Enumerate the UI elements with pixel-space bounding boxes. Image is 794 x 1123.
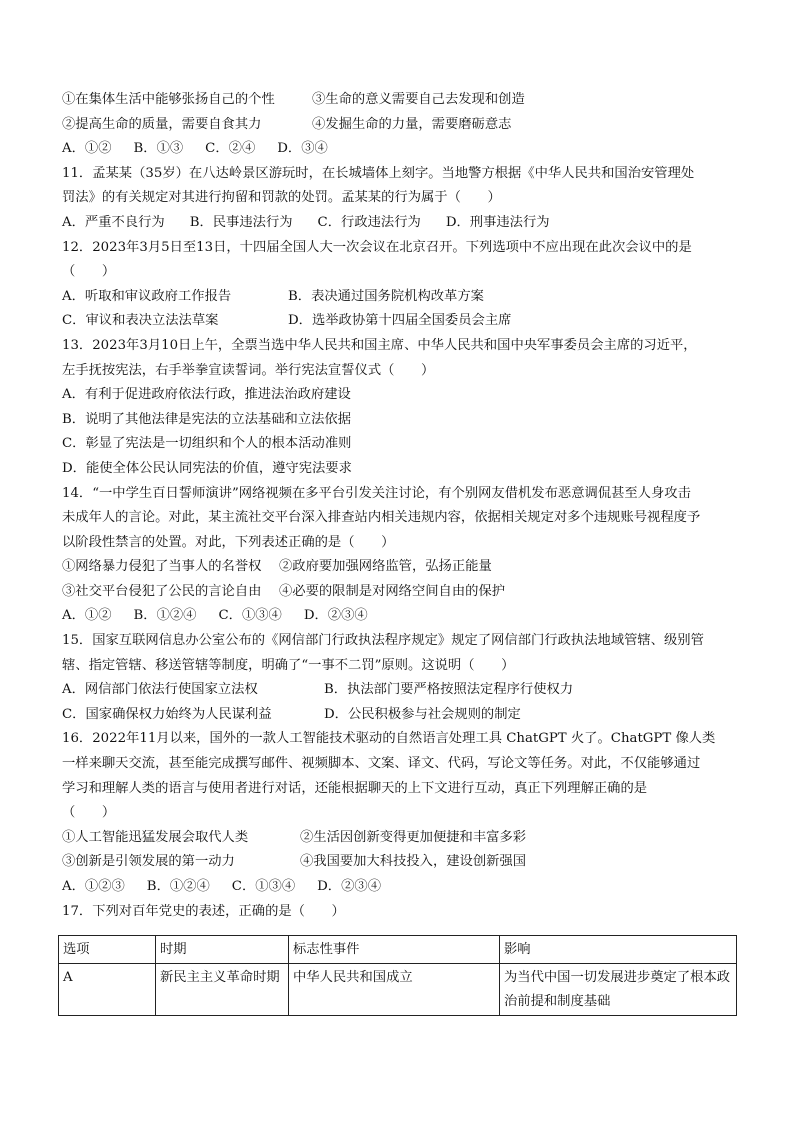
q14-option-1: ①网络暴力侵犯了当事人的名誉权 bbox=[62, 559, 262, 575]
q15-choice-d: D．公民积极参与社会规则的制定 bbox=[324, 706, 521, 722]
q17-table bbox=[58, 935, 737, 1016]
q16-option-1: ①人工智能迅猛发展会取代人类 bbox=[62, 829, 249, 845]
q17-stem-line1: 17．下列对百年党史的表述，正确的是（ ） bbox=[62, 903, 345, 919]
q10-option-4: ④发掘生命的力量，需要磨砺意志 bbox=[312, 116, 512, 132]
table-header-row bbox=[59, 936, 737, 964]
q14-stem-line1: 14．“一中学生百日誓师演讲”网络视频在多平台引发关注讨论，有个别网友借机发布恶意调侃甚至人身攻击 bbox=[62, 485, 691, 501]
table-header-event: 标志性事件 bbox=[289, 936, 500, 964]
q16-choice-d: D．②③④ bbox=[317, 879, 381, 894]
q14-choice-b: B．①②④ bbox=[133, 608, 197, 624]
q11-choice-c: C．行政违法行为 bbox=[317, 214, 421, 230]
q15-stem-line1: 15．国家互联网信息办公室公布的《网信部门行政执法程序规定》规定了网信部门行政执法地域管辖、级别管 bbox=[62, 633, 704, 649]
q11-stem-line2: 罚法》的有关规定对其进行拘留和罚款的处罚。孟某某的行为属于（ ） bbox=[62, 190, 501, 206]
q15-choices-row1 bbox=[62, 678, 738, 703]
q12-stem-line2: （ ） bbox=[62, 264, 116, 280]
q10-options-row2 bbox=[62, 113, 738, 138]
q12-choice-b: B．表决通过国务院机构改革方案 bbox=[288, 288, 484, 304]
q16-options-row2 bbox=[62, 850, 738, 875]
q13-stem-line1: 13．2023年3月10日上午，全票当选中华人民共和国主席、中华人民共和国中央军事委员会主席的习近平， bbox=[62, 337, 697, 353]
q16-stem-line4: （ ） bbox=[62, 805, 116, 821]
q10-option-3: ③生命的意义需要自己去发现和创造 bbox=[312, 92, 525, 107]
q11-choice-b: B．民事违法行为 bbox=[189, 214, 293, 230]
q15-choice-c: C．国家确保权力始终为人民谋利益 bbox=[62, 706, 272, 722]
q15-choice-b: B．执法部门要严格按照法定程序行使权力 bbox=[324, 682, 574, 698]
table-header-option: 选项 bbox=[59, 936, 156, 964]
table-header-period: 时期 bbox=[156, 936, 289, 964]
q10-choice-a: A．①② bbox=[62, 141, 112, 157]
q16-choice-a: A．①②③ bbox=[62, 879, 125, 894]
q12-choice-d: D．选举政协第十四届全国委员会主席 bbox=[288, 313, 512, 329]
q16-options-row1 bbox=[62, 826, 738, 851]
q16-stem-line1: 16．2022年11月以来，国外的一款人工智能技术驱动的自然语言处理工具 ChatGPT 火了。ChatGPT 像人类 bbox=[62, 731, 716, 747]
q14-choice-a: A．①② bbox=[62, 608, 112, 624]
q15-choice-a: A．网信部门依法行使国家立法权 bbox=[62, 682, 258, 698]
q14-choice-c: C．①③④ bbox=[218, 608, 282, 624]
table-row bbox=[59, 964, 737, 1016]
q10-choice-c: C．②④ bbox=[205, 141, 256, 157]
q16-stem-line2: 一样来聊天交流，甚至能完成撰写邮件、视频脚本、文案、译文、代码，写论文等任务。对此，不仅能够通过 bbox=[62, 756, 701, 772]
q10-options-row1 bbox=[62, 88, 738, 113]
q14-option-3: ③社交平台侵犯了公民的言论自由 bbox=[62, 583, 262, 599]
q14-options-row1 bbox=[62, 555, 738, 580]
exam-page bbox=[62, 88, 738, 924]
table-cell-period: 新民主主义革命时期 bbox=[156, 964, 289, 1016]
q12-choices-row1 bbox=[62, 285, 738, 310]
table-cell-impact: 为当代中国一切发展进步奠定了根本政治前提和制度基础 bbox=[500, 964, 737, 1016]
table-header-impact: 影响 bbox=[500, 936, 737, 964]
q12-stem-line1: 12．2023年3月5日至13日，十四届全国人大一次会议在北京召开。下列选项中不应出现在此次会议中的是 bbox=[62, 239, 692, 255]
q10-option-2: ②提高生命的质量，需要自食其力 bbox=[62, 116, 262, 132]
q15-stem-line2: 辖、指定管辖、移送管辖等制度，明确了“一事不二罚”原则。这说明（ ） bbox=[62, 657, 515, 673]
q14-stem-line3: 以阶段性禁言的处置。对此，下列表述正确的是（ ） bbox=[62, 534, 395, 550]
q16-choice-b: B．①②④ bbox=[146, 879, 210, 894]
q11-choices bbox=[62, 211, 738, 236]
q13-choice-b: B．说明了其他法律是宪法的立法基础和立法依据 bbox=[62, 411, 352, 427]
table-cell-event: 中华人民共和国成立 bbox=[289, 964, 500, 1016]
q14-stem-line2: 未成年人的言论。对此，某主流社交平台深入排查站内相关违规内容，依据相关规定对多个违规账号视程度予 bbox=[62, 510, 701, 526]
q12-choice-c: C．审议和表决立法法草案 bbox=[62, 313, 219, 329]
q10-option-1: ①在集体生活中能够张扬自己的个性 bbox=[62, 92, 275, 107]
q12-choice-a: A．听取和审议政府工作报告 bbox=[62, 288, 232, 304]
q14-choice-d: D．②③④ bbox=[303, 608, 368, 624]
q10-choice-b: B．①③ bbox=[133, 141, 184, 157]
q13-choice-a: A．有利于促进政府依法行政，推进法治政府建设 bbox=[62, 387, 351, 403]
q11-choice-d: D．刑事违法行为 bbox=[445, 214, 550, 230]
q14-choices bbox=[62, 604, 738, 629]
q14-option-2: ②政府要加强网络监管，弘扬正能量 bbox=[279, 559, 492, 575]
q16-choices bbox=[62, 875, 738, 900]
q10-choice-d: D．③④ bbox=[277, 141, 328, 157]
q14-options-row2 bbox=[62, 580, 738, 605]
q13-choice-d: D．能使全体公民认同宪法的价值，遵守宪法要求 bbox=[62, 460, 352, 476]
q12-choices-row2 bbox=[62, 309, 738, 334]
q10-choices bbox=[62, 137, 738, 162]
table-cell-option: A bbox=[59, 964, 156, 1016]
q16-option-2: ②生活因创新变得更加便捷和丰富多彩 bbox=[300, 829, 527, 845]
q13-stem-line2: 左手抚按宪法，右手举拳宣读誓词。举行宪法宣誓仪式（ ） bbox=[62, 362, 435, 378]
q11-stem-line1: 11．孟某某（35岁）在八达岭景区游玩时，在长城墙体上刻字。当地警方根据《中华人民共和国治安管理处 bbox=[62, 165, 695, 181]
q15-choices-row2 bbox=[62, 703, 738, 728]
q14-option-4: ④必要的限制是对网络空间自由的保护 bbox=[279, 583, 506, 599]
q16-option-4: ④我国要加大科技投入，建设创新强国 bbox=[300, 854, 527, 870]
q16-stem-line3: 学习和理解人类的语言与使用者进行对话，还能根据聊天的上下文进行互动，真正下列理解正确的是 bbox=[62, 780, 648, 796]
q13-choice-c: C．彰显了宪法是一切组织和个人的根本活动准则 bbox=[62, 436, 352, 452]
q11-choice-a: A．严重不良行为 bbox=[62, 214, 165, 230]
q16-option-3: ③创新是引领发展的第一动力 bbox=[62, 854, 235, 870]
q16-choice-c: C．①③④ bbox=[231, 879, 296, 894]
